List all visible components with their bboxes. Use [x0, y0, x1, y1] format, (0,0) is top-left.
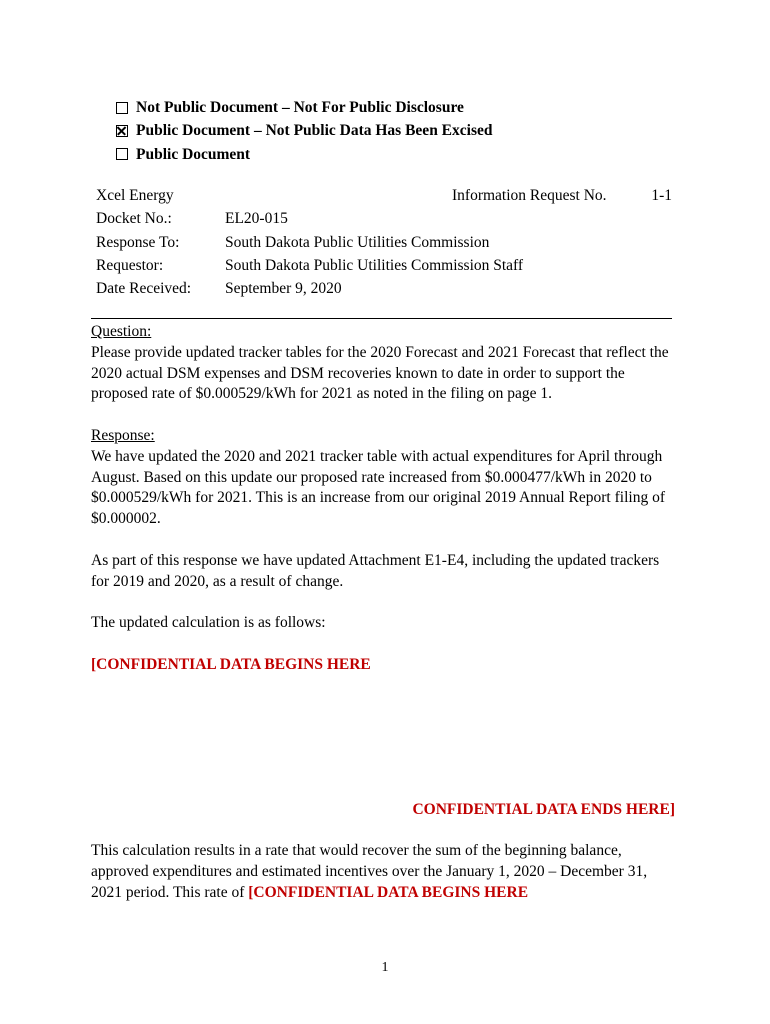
paragraph-4-text: This calculation results in a rate that would recover the sum of the beginning balance, approved expenditures and estimated incentives over the January 1, 2020 – December 31, 2021 period. This rate of: [91, 842, 648, 901]
confidential-end-marker: CONFIDENTIAL DATA ENDS HERE]: [412, 800, 675, 818]
response-to-value: South Dakota Public Utilities Commission: [225, 233, 490, 251]
disclosure-checkboxes: [116, 96, 493, 166]
checkbox-not-public[interactable]: [116, 96, 493, 119]
docket-label: Docket No.:: [96, 210, 172, 228]
docket-value: EL20-015: [225, 210, 288, 228]
checkbox-public[interactable]: [116, 143, 493, 166]
document-body: [91, 322, 681, 904]
response-heading: Response:: [91, 426, 155, 444]
divider-line: [91, 318, 672, 319]
response-paragraph-2: As part of this response we have updated Attachment E1-E4, including the updated trackers for 2019 and 2020, as a result of change.: [91, 551, 660, 590]
information-request-label: Information Request No.: [452, 187, 607, 204]
date-received-value: September 9, 2020: [225, 280, 342, 298]
requestor-value: South Dakota Public Utilities Commission Staff: [225, 256, 524, 274]
response-paragraph-1: We have updated the 2020 and 2021 tracker table with actual expenditures for April through August. Based on this update our proposed rate increased from $0.000477/kWh in 2020 to $0.000529/kWh for 2021. This is an increase from our original 2019 Annual Report filing of $0.000002.: [91, 447, 665, 528]
date-received-label: Date Received:: [96, 280, 192, 298]
checked-box-icon[interactable]: [116, 125, 128, 137]
information-request-number: 1-1: [651, 187, 672, 204]
response-paragraph-3: The updated calculation is as follows:: [91, 614, 326, 632]
checkbox-label: Not Public Document – Not For Public Disclosure: [136, 99, 464, 116]
checkbox-label: Public Document: [136, 145, 251, 163]
company-name: Xcel Energy: [96, 187, 174, 204]
request-header: [96, 184, 672, 300]
requestor-label: Requestor:: [96, 256, 164, 274]
empty-checkbox-icon[interactable]: [116, 148, 128, 160]
response-paragraph-4: [91, 841, 681, 903]
confidential-begin-inline: [CONFIDENTIAL DATA BEGINS HERE: [248, 883, 529, 901]
empty-checkbox-icon[interactable]: [116, 102, 128, 114]
confidential-begin-marker: [CONFIDENTIAL DATA BEGINS HERE: [91, 655, 371, 673]
checkbox-public-excised[interactable]: [116, 119, 493, 142]
redacted-area: [91, 676, 681, 800]
checkbox-label: Public Document – Not Public Data Has Been Excised: [136, 122, 493, 140]
response-to-label: Response To:: [96, 233, 180, 251]
question-heading: Question:: [91, 323, 152, 340]
page-number: 1: [381, 960, 389, 975]
question-text: Please provide updated tracker tables for the 2020 Forecast and 2021 Forecast that reflect the 2020 actual DSM expenses and DSM recoveries known to date in order to support the proposed rate of $0.000529/kWh for 2021 as noted in the filing on page 1.: [91, 343, 669, 403]
